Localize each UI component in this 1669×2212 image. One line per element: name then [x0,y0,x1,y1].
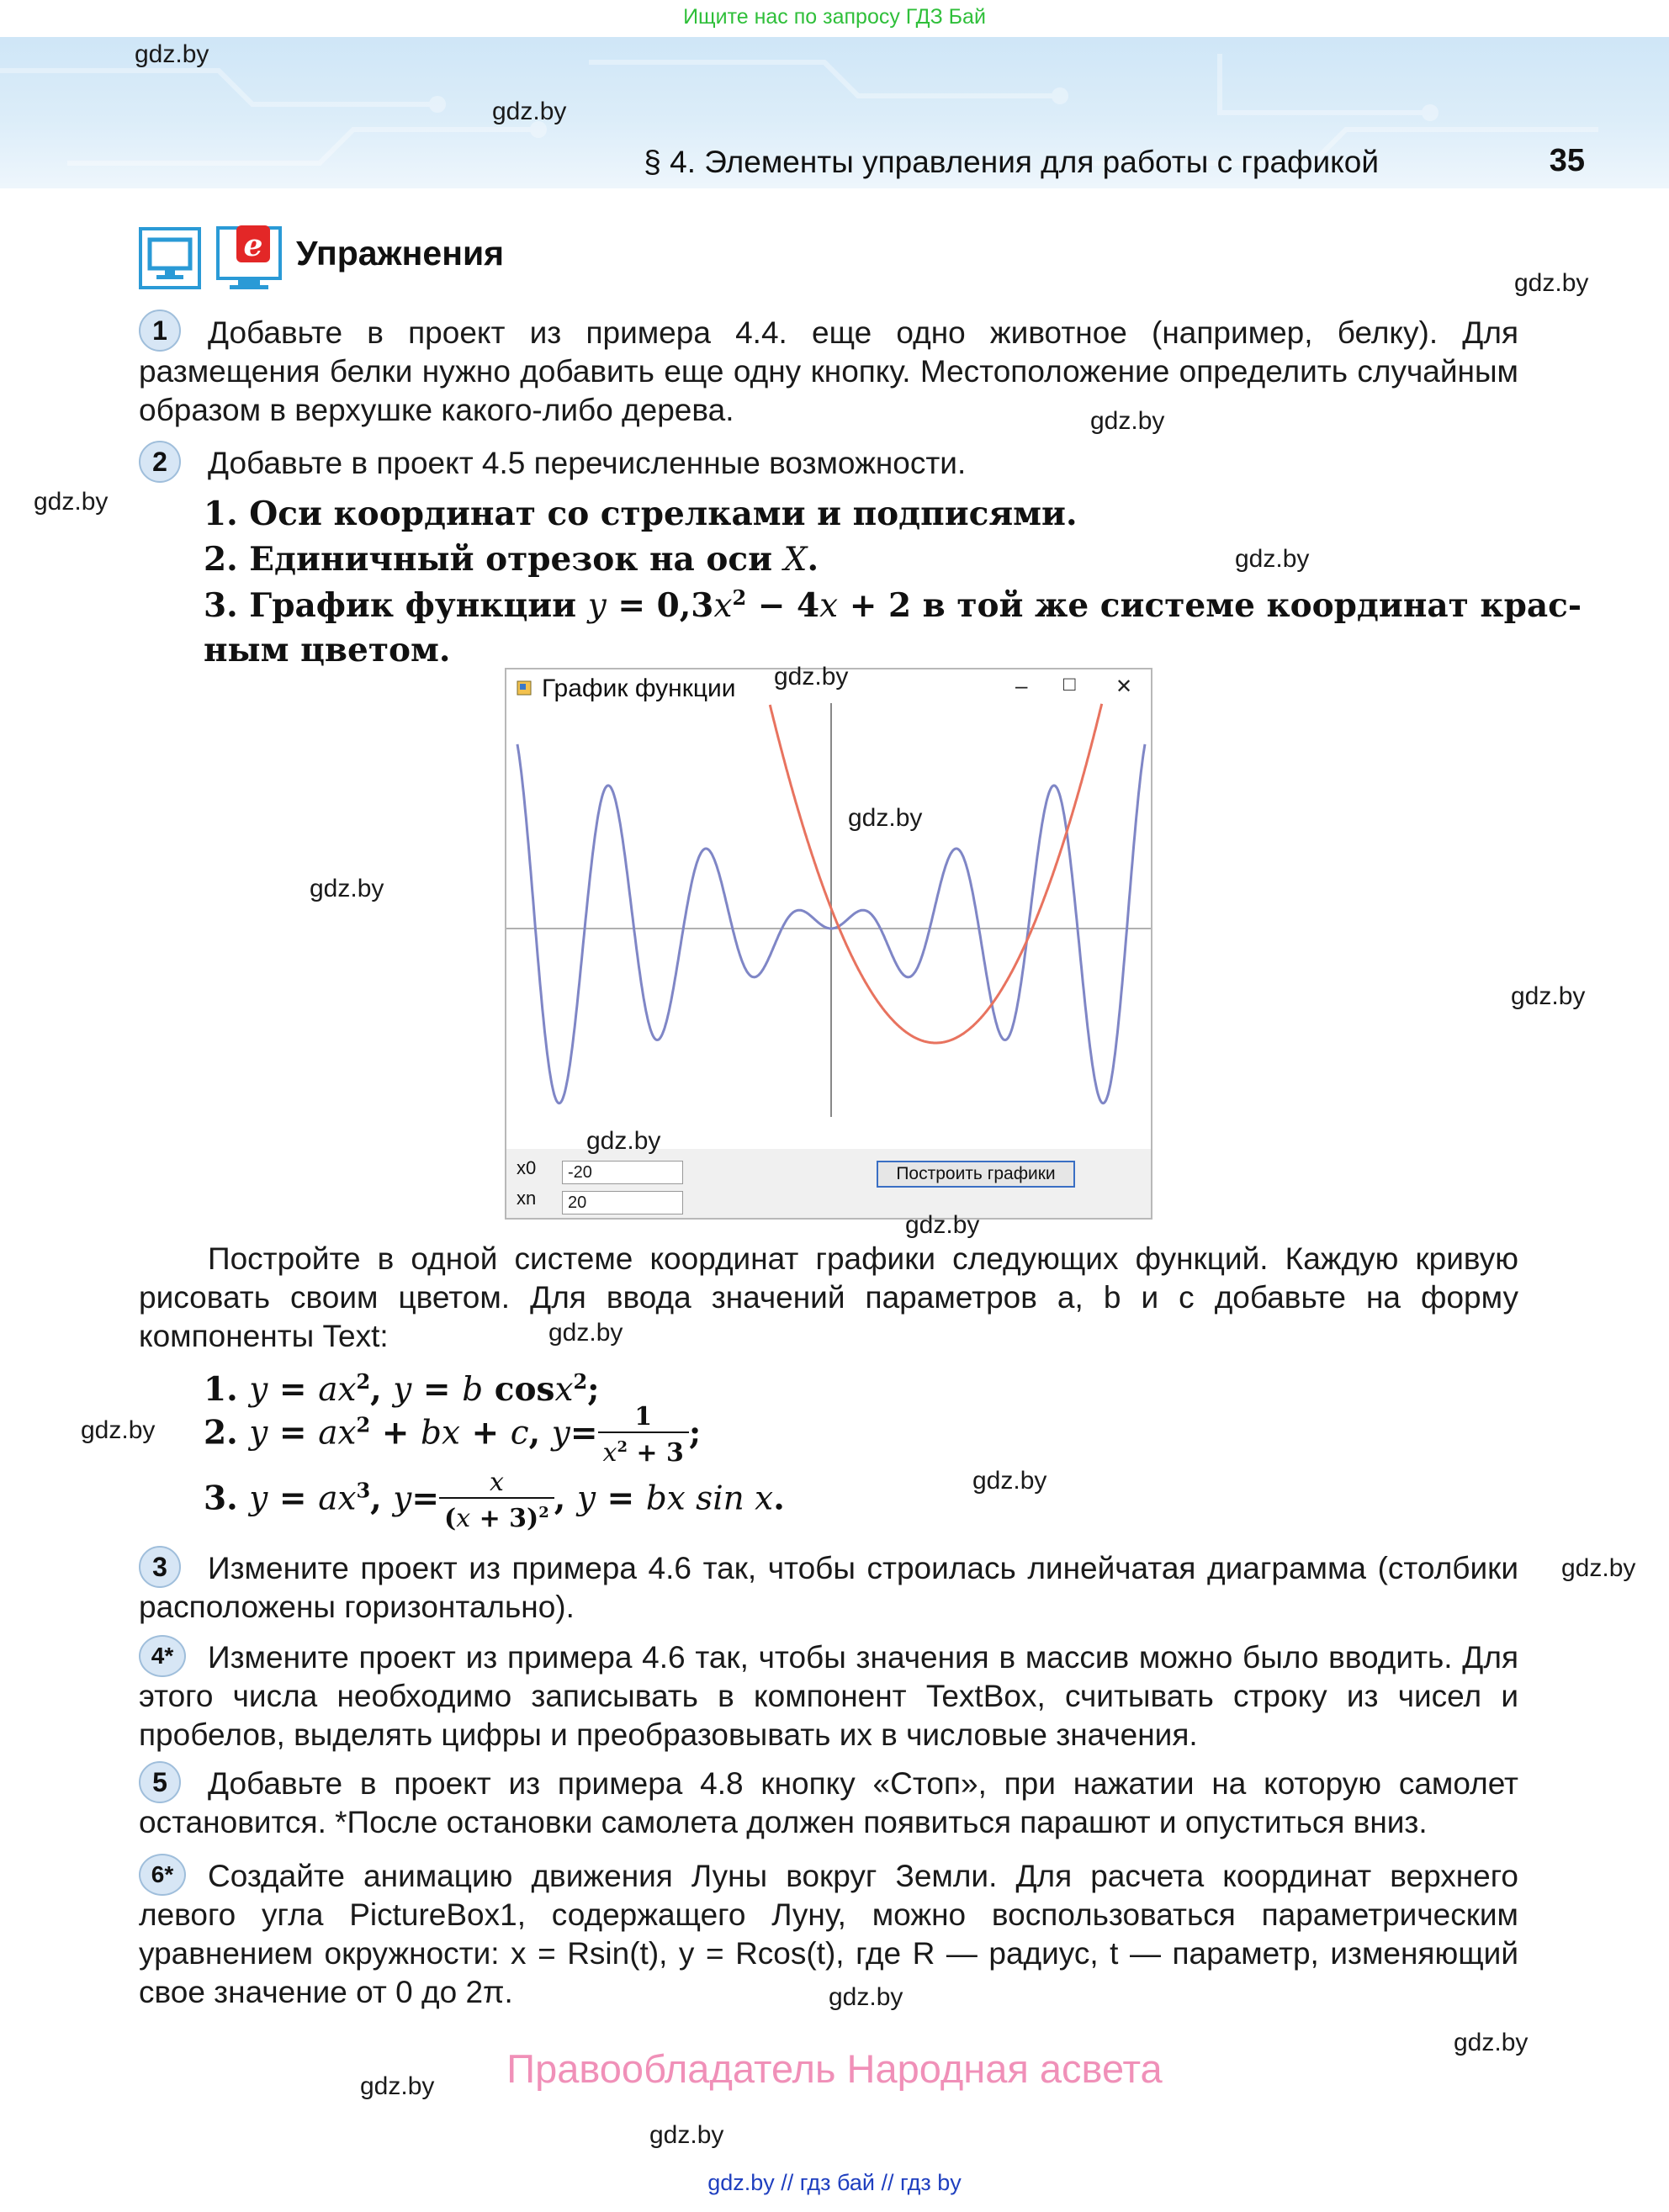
exercise-number-2: 2 [139,441,181,483]
watermark: gdz.by [1514,269,1589,297]
e-resource-icon [215,225,283,291]
minimize-button[interactable]: – [1015,673,1028,698]
list-item-3-cont: ным цветом. [204,631,451,669]
watermark: gdz.by [848,804,923,832]
exercise-number-6: 6* [139,1854,186,1896]
watermark: gdz.by [34,488,109,516]
list-item-2-text: 2. Единичный отрезок на оси [204,540,784,579]
exercise-number-3: 3 [139,1546,181,1588]
computer-icon-box [139,227,201,289]
input-xn[interactable]: 20 [562,1191,683,1214]
watermark: gdz.by [1235,545,1310,573]
watermark: gdz.by [1511,982,1586,1010]
watermark: gdz.by [972,1467,1047,1495]
exercise-6-text: Создайте анимацию движения Луны вокруг Земли. Для расчета координат верхнего левого угла PictureBox1, содержащего Луну, можно воспользоваться параметрическим уравнением окружности: x = Rsin(t), y = Rcos(t), где R — радиус, t — параметр, изменяющий свое значение от 0 до 2π. [139,1859,1518,2009]
svg-text:e: e [243,228,263,263]
label-x0: x0 [517,1157,537,1178]
exercises-heading: Упражнения [296,234,505,273]
exercise-number-1: 1 [139,310,181,352]
formula-1: 1. $y = ax^2$, y = b cosx$^2$; [204,1369,600,1409]
list-item-3-rest: в той же системе координат крас- [922,586,1582,625]
watermark: gdz.by [492,98,567,125]
exercise-number-4: 4* [139,1635,186,1677]
watermark: gdz.by [1561,1554,1636,1582]
close-button[interactable]: ✕ [1115,675,1133,698]
watermark: gdz.by [905,1211,980,1239]
watermark: gdz.by [774,663,849,691]
exercise-1-text: Добавьте в проект из примера 4.4. еще одно животное (например, белку). Для размещения белки нужно добавить еще одну кнопку. Местоположение определить случайным образом в верхушке какого-либо дерева. [139,315,1518,427]
watermark: gdz.by [548,1319,623,1347]
formula-2: 2. $y = ax^2$ + bx + c, y= $\frac{1}{x^2 + 3}$ ; [204,1402,702,1468]
watermark: gdz.by [310,875,384,902]
exercise-4-text: Измените проект из примера 4.6 так, чтобы значения в массив можно было вводить. Для этого числа необходимо записывать в компонент TextBox, считывать строку из чисел и пробелов, выделять цифры и преобразовывать их в числовые значения. [139,1640,1518,1752]
input-x0[interactable]: -20 [562,1161,683,1184]
list-item-1: 1. Оси координат со стрелками и подписями. [204,495,1078,533]
list-item-2-axis: X [783,541,808,579]
formula-3: 3. $y = ax^3$, y= $\frac{x}{(x + 3)^2}$ , y = bx sin x. [204,1468,785,1533]
page-number: 35 [1549,143,1585,178]
watermark: gdz.by [586,1127,661,1155]
watermark: gdz.by [135,40,209,68]
section-title: § 4. Элементы управления для работы с графикой [644,145,1379,179]
window-controls-panel [506,1149,1151,1218]
watermark: gdz.by [81,1416,156,1444]
footer-links[interactable]: gdz.by // гдз бай // гдз by [707,2170,962,2195]
maximize-button[interactable]: □ [1063,673,1076,696]
copyright-owner: Правообладатель Народная асвета [506,2046,1163,2091]
label-xn: xn [517,1188,537,1209]
watermark: gdz.by [1454,2029,1529,2056]
build-graphs-button[interactable]: Построить графики [877,1161,1075,1188]
window-title: График функции [542,675,736,702]
exercise-5-text: Добавьте в проект из примера 4.8 кнопку «Стоп», при нажатии на которую самолет остановится. *После остановки самолета должен появиться парашют и опуститься вниз. [139,1766,1518,1839]
watermark: gdz.by [649,2121,724,2149]
list-item-3: 3. График функции $y = 0,3x^2 - 4x + 2$ в той же системе координат крас- [204,585,1582,625]
plot-area [506,669,1151,1117]
watermark: gdz.by [360,2072,435,2100]
exercise-3-text: Измените проект из примера 4.6 так, чтобы строилась линейчатая диаграмма (столбики расположены горизонтально). [139,1551,1518,1624]
exercise-number-5: 5 [139,1761,181,1803]
series-red-parabola [770,704,1101,1043]
watermark: gdz.by [829,1983,903,2011]
monitor-icon [139,227,201,289]
list-item-3-text: 3. График функции [204,586,588,625]
exercise-2-text: Добавьте в проект 4.5 перечисленные возможности. [208,446,967,480]
list-item-2: 2. Единичный отрезок на оси X. [204,540,819,579]
top-banner: Ищите нас по запросу ГДЗ Бай [0,0,1669,37]
e-resource-icon-box [215,225,283,291]
exercise-2-task-text: Постройте в одной системе координат графики следующих функций. Каждую кривую рисовать своим цветом. Для ввода значений параметров a, b и c добавьте на форму компоненты Text: [139,1241,1518,1353]
watermark: gdz.by [1090,407,1165,435]
